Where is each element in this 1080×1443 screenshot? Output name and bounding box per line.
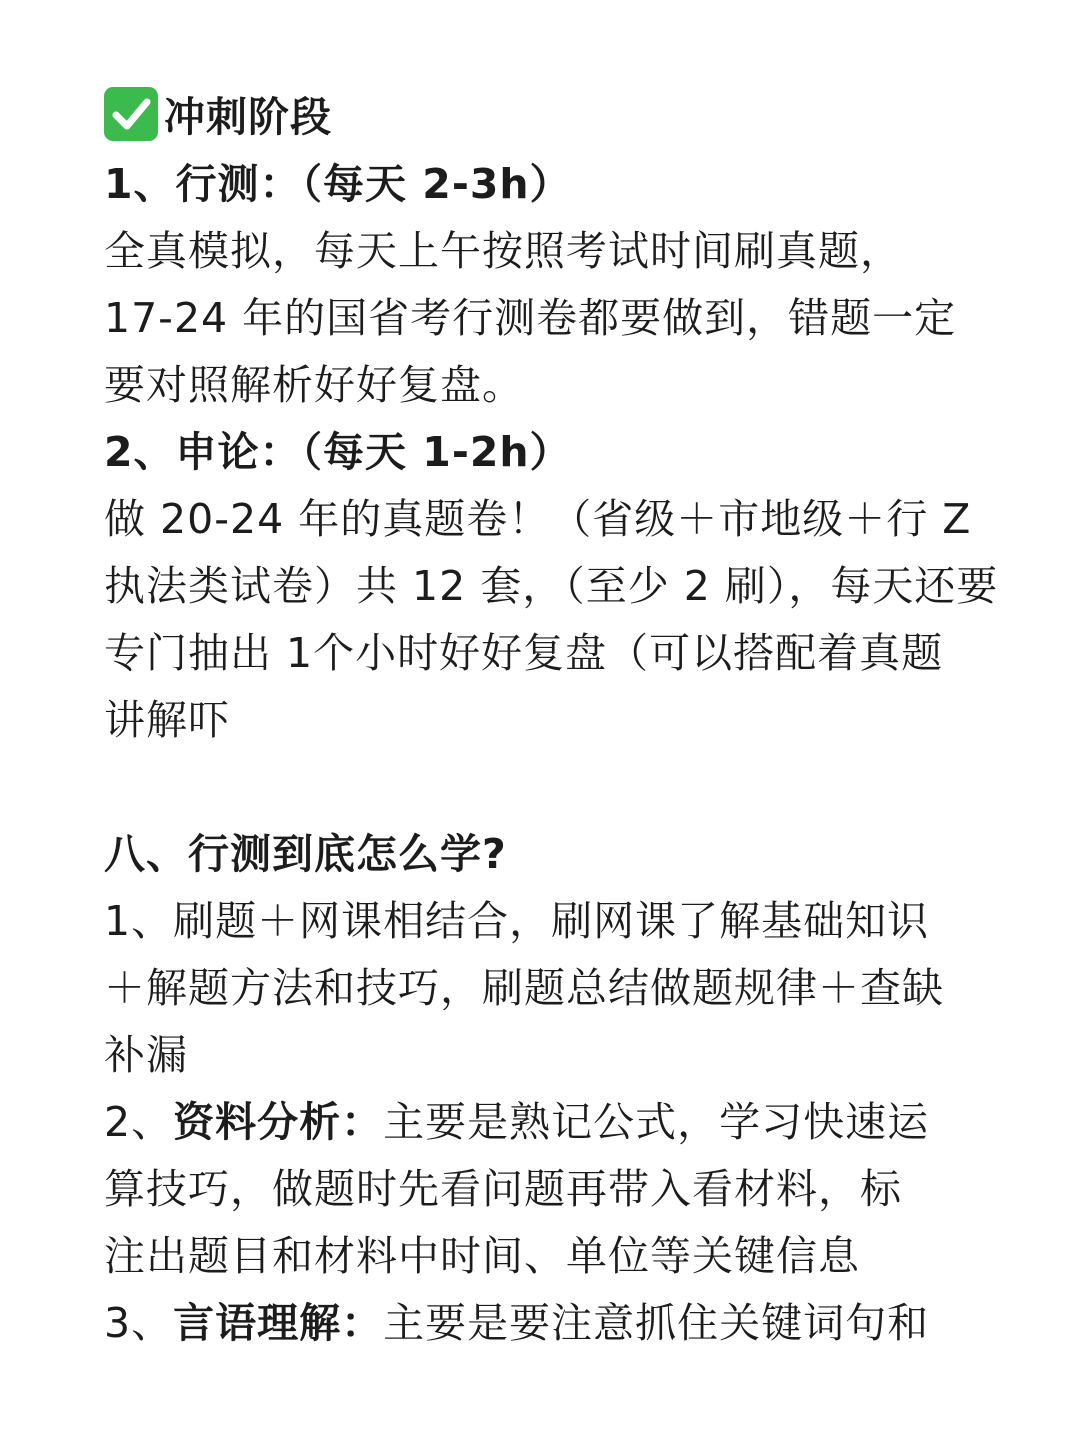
eight-item3-text: 主要是要注意抓住关键词句和 xyxy=(383,1299,930,1347)
sprint-item2-line: 讲解吓 xyxy=(104,696,230,744)
sprint-item1-line: 17-24 年的国省考行测卷都要做到，错题一定 xyxy=(104,294,957,342)
eight-item2-keyword: 资料分析： xyxy=(173,1098,384,1146)
sprint-heading-text: 冲刺阶段 xyxy=(164,93,332,141)
eight-item2-line: 算技巧，做题时先看问题再带入看材料，标 xyxy=(104,1165,902,1213)
sprint-item2-title: 2、申论：（每天 1-2h） xyxy=(104,428,572,476)
section-spacer xyxy=(104,754,988,821)
eight-item1-line: 1、刷题＋网课相结合，刷网课了解基础知识 xyxy=(104,897,930,945)
eight-item3-first-line xyxy=(104,1290,988,1357)
eight-item3-keyword: 言语理解： xyxy=(173,1299,384,1347)
eight-item2-first-line xyxy=(104,1089,988,1156)
sprint-item1-title: 1、行测：（每天 2-3h） xyxy=(104,160,572,208)
sprint-item2-line: 执法类试卷）共 12 套，（至少 2 刷），每天还要 xyxy=(104,562,999,610)
sprint-heading xyxy=(104,84,988,151)
eight-item2-line: 注出题目和材料中时间、单位等关键信息 xyxy=(104,1232,860,1280)
sprint-item2-line: 专门抽出 1个小时好好复盘（可以搭配着真题 xyxy=(104,629,944,677)
eight-item1-line: ＋解题方法和技巧，刷题总结做题规律＋查缺 xyxy=(104,964,944,1012)
eight-item2-number: 2、 xyxy=(104,1098,174,1146)
section-eight-heading: 八、行测到底怎么学? xyxy=(104,830,507,878)
eight-item2-text: 主要是熟记公式，学习快速运 xyxy=(383,1098,930,1146)
eight-item3-number: 3、 xyxy=(104,1299,174,1347)
sprint-item1-line: 全真模拟，每天上午按照考试时间刷真题， xyxy=(104,227,902,275)
eight-item1-line: 补漏 xyxy=(104,1031,188,1079)
check-mark-button-icon xyxy=(104,87,158,141)
sprint-item1-line: 要对照解析好好复盘。 xyxy=(104,361,524,409)
sprint-item2-line: 做 20-24 年的真题卷！（省级＋市地级＋行 Z xyxy=(104,495,972,543)
